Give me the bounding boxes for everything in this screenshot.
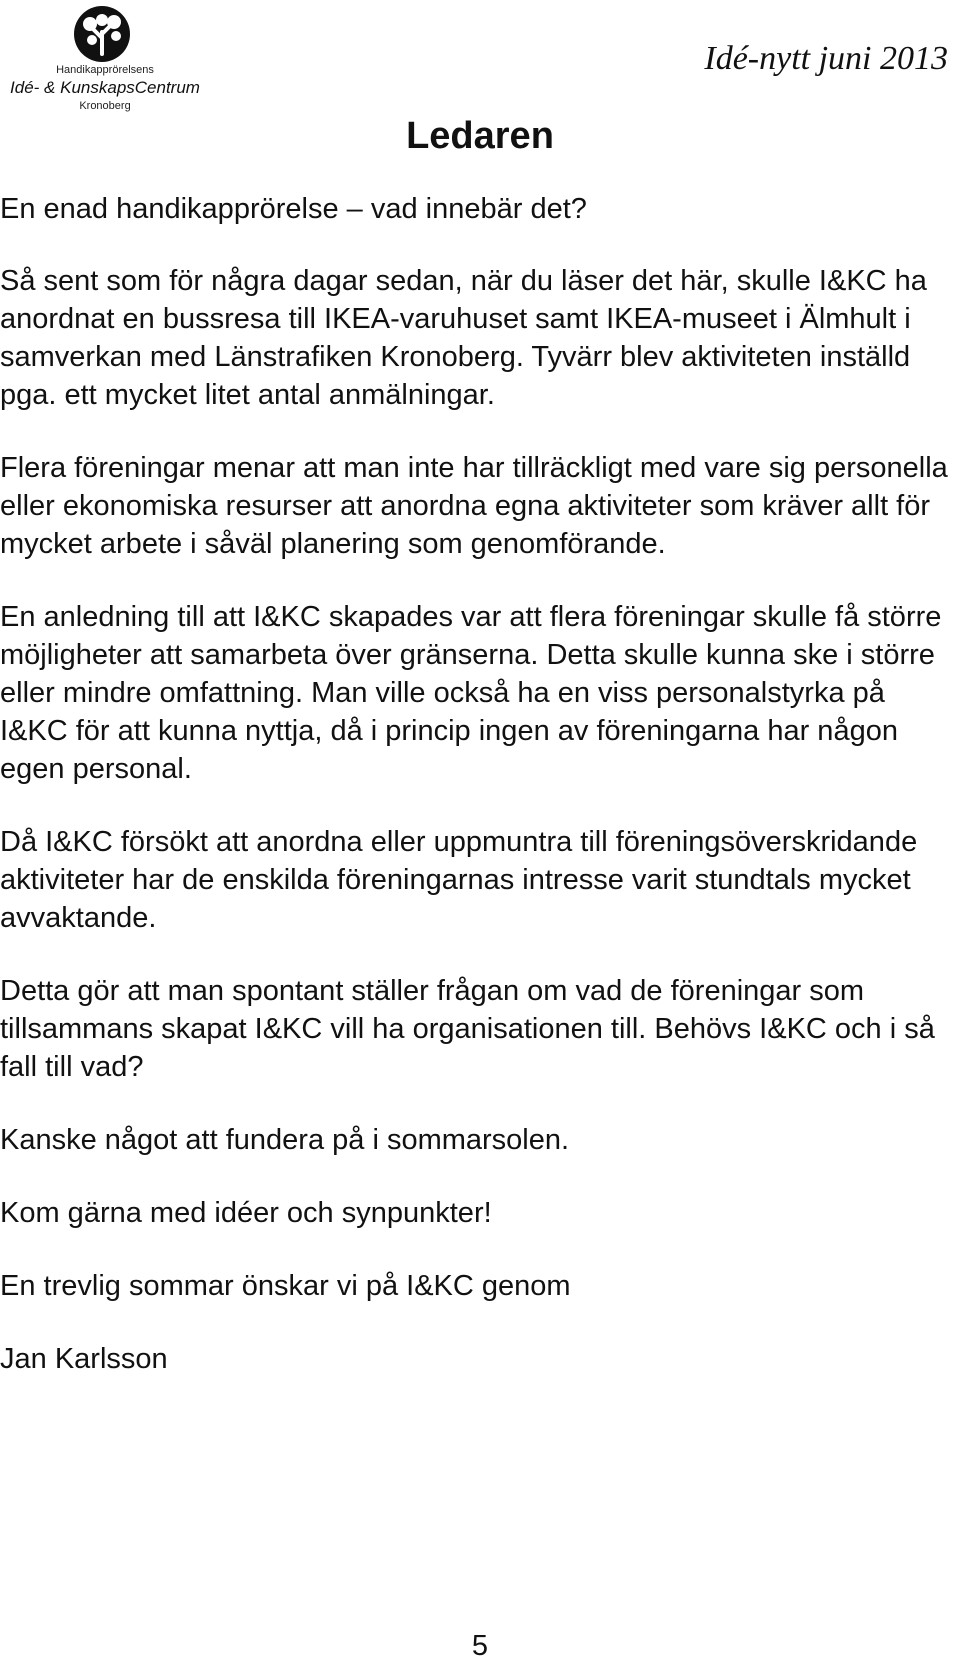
logo-text-line1: Handikapprörelsens <box>56 64 154 76</box>
article-body <box>0 190 955 1413</box>
page-number: 5 <box>471 1630 489 1662</box>
paragraph: En trevlig sommar önskar vi på I&KC genom <box>0 1270 571 1302</box>
paragraph: Så sent som för några dagar sedan, när du läser det här, skulle I&KC ha anordnat en bussresa till IKEA-varuhuset samt IKEA-museet i Älmhult i samverkan med Länstrafiken Kronoberg. Tyvärr blev aktiviteten inställd pga. ett mycket litet antal anmälningar. <box>0 265 927 411</box>
page-title: Ledaren <box>406 115 554 157</box>
signature: Jan Karlsson <box>0 1343 168 1375</box>
tree-logo-icon <box>72 4 132 64</box>
paragraph: Kanske något att fundera på i sommarsolen. <box>0 1124 570 1156</box>
organization-logo <box>0 4 210 112</box>
paragraph: Kom gärna med idéer och synpunkter! <box>0 1197 492 1229</box>
paragraph: En anledning till att I&KC skapades var att flera föreningar skulle få större möjligheter att samarbeta över gränserna. Detta skulle kunna ske i större eller mindre omfattning. Man ville också ha en viss personalstyrka på I&KC för att kunna nyttja, då i princip ingen av föreningarna har någon egen personal. <box>0 601 942 785</box>
paragraph: Då I&KC försökt att anordna eller uppmuntra till föreningsöverskridande aktiviteter har de enskilda föreningarnas intresse varit stundtals mycket avvaktande. <box>0 826 918 934</box>
logo-text-line2: Idé- & KunskapsCentrum <box>10 78 200 97</box>
article-subtitle: En enad handikapprörelse – vad innebär det? <box>0 193 587 225</box>
logo-text-line3: Kronoberg <box>79 100 131 112</box>
paragraph: Detta gör att man spontant ställer frågan om vad de föreningar som tillsammans skapat I&KC vill ha organisationen till. Behövs I&KC och i så fall till vad? <box>0 975 935 1083</box>
issue-label: Idé-nytt juni 2013 <box>704 40 948 77</box>
paragraph: Flera föreningar menar att man inte har tillräckligt med vare sig personella eller ekonomiska resurser att anordna egna aktiviteter som kräver allt för mycket arbete i såväl planering som genomförande. <box>0 452 948 560</box>
